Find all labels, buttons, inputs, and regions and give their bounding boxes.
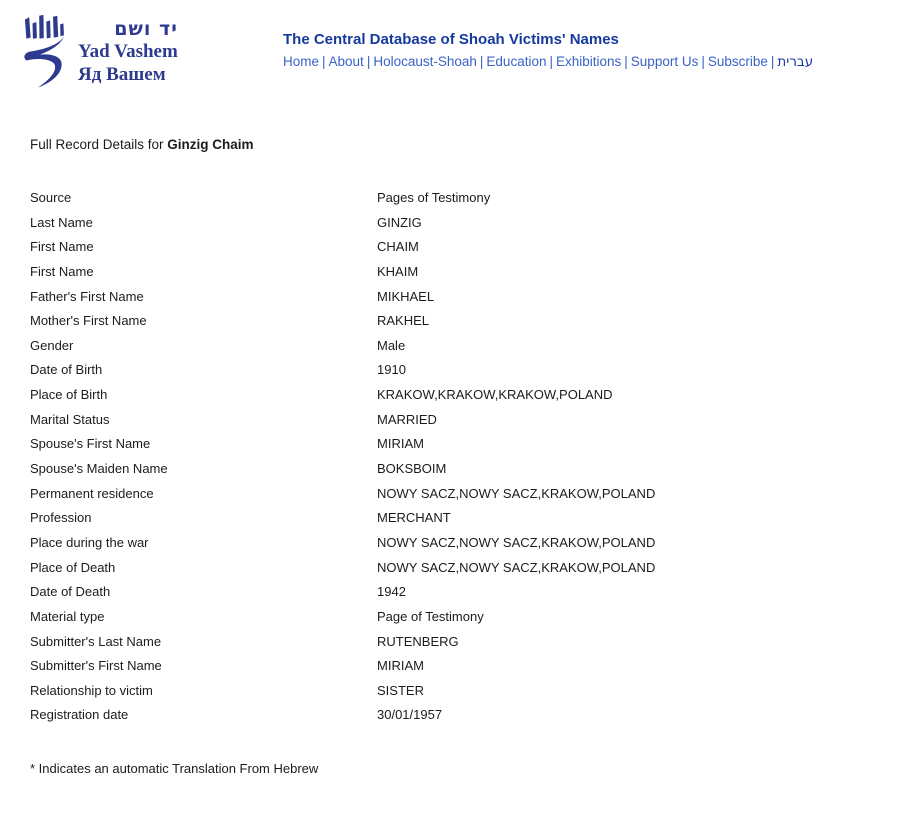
record-row [30, 264, 900, 289]
record-field-value: RAKHEL [377, 313, 430, 329]
logo-russian-text: Яд Вашем [78, 64, 166, 85]
nav-separator: | [624, 54, 628, 69]
logo-english-text: Yad Vashem [78, 41, 178, 62]
nav-separator: | [479, 54, 484, 69]
record-row [30, 461, 900, 486]
nav-link-hebrew[interactable]: עברית [777, 54, 814, 70]
record-field-label: Spouse's Maiden Name [30, 461, 168, 477]
record-field-label: Place of Death [30, 559, 116, 575]
record-field-value: MIRIAM [377, 658, 424, 674]
record-field-value: GINZIG [377, 214, 422, 230]
record-row [30, 362, 900, 387]
record-field-value: NOWY SACZ,NOWY SACZ,KRAKOW,POLAND [377, 559, 656, 575]
nav-link-support-us[interactable]: Support Us [630, 54, 699, 69]
record-field-label: Father's First Name [30, 288, 144, 304]
record-row [30, 584, 900, 609]
record-table [30, 190, 900, 732]
record-field-value: KHAIM [377, 263, 419, 279]
nav-separator: | [770, 54, 775, 69]
record-field-value: MIRIAM [377, 436, 424, 452]
logo-text [78, 18, 178, 86]
record-field-value: 30/01/1957 [377, 707, 443, 723]
record-field-value: MERCHANT [377, 510, 451, 526]
record-field-value: MIKHAEL [377, 288, 435, 304]
record-field-value: SISTER [377, 682, 424, 698]
record-title [30, 137, 900, 152]
record-row [30, 412, 900, 437]
translation-footnote: * Indicates an automatic Translation From Hebrew [30, 761, 319, 777]
nav-link-home[interactable]: Home [283, 54, 320, 69]
record-field-label: Spouse's First Name [30, 436, 151, 452]
record-row [30, 707, 900, 732]
nav-link-education[interactable]: Education [486, 54, 547, 69]
main-nav [283, 52, 813, 72]
record-row [30, 510, 900, 535]
record-field-value: 1910 [377, 362, 406, 378]
record-field-value: NOWY SACZ,NOWY SACZ,KRAKOW,POLAND [377, 534, 656, 550]
record-field-value: BOKSBOIM [377, 461, 447, 477]
record-field-label: Submitter's Last Name [30, 633, 162, 649]
record-field-value: RUTENBERG [377, 633, 459, 649]
record-field-value: 1942 [377, 584, 406, 600]
nav-link-exhibitions[interactable]: Exhibitions [555, 54, 622, 69]
record-field-label: Material type [30, 608, 105, 624]
logo-hebrew-text: יד ושם [114, 18, 178, 40]
record-field-label: Marital Status [30, 411, 110, 427]
record-row [30, 239, 900, 264]
yad-vashem-logo[interactable] [14, 12, 178, 90]
record-row [30, 634, 900, 659]
page-header [0, 0, 900, 110]
record-row [30, 215, 900, 240]
record-field-value: CHAIM [377, 239, 419, 255]
nav-separator: | [366, 54, 371, 69]
record-field-label: First Name [30, 239, 94, 255]
record-field-value: NOWY SACZ,NOWY SACZ,KRAKOW,POLAND [377, 485, 656, 501]
record-field-label: Mother's First Name [30, 313, 147, 329]
record-field-label: Relationship to victim [30, 682, 153, 698]
record-field-label: Date of Death [30, 584, 111, 600]
record-field-label: Date of Birth [30, 362, 103, 378]
nav-separator: | [549, 54, 553, 69]
site-title: The Central Database of Shoah Victims' Names [283, 31, 619, 48]
record-row [30, 338, 900, 363]
record-row [30, 387, 900, 412]
nav-link-subscribe[interactable]: Subscribe [707, 54, 768, 69]
record-field-value: MARRIED [377, 411, 437, 427]
record-row [30, 535, 900, 560]
record-row [30, 609, 900, 634]
record-row [30, 683, 900, 708]
record-field-label: Last Name [30, 214, 93, 230]
record-field-value: Male [377, 337, 406, 353]
record-row [30, 289, 900, 314]
record-row [30, 190, 900, 215]
record-field-label: Place during the war [30, 534, 149, 550]
record-row [30, 313, 900, 338]
record-field-label: Place of Birth [30, 387, 108, 403]
record-field-value: KRAKOW,KRAKOW,KRAKOW,POLAND [377, 387, 613, 403]
record-row [30, 658, 900, 683]
nav-separator: | [322, 54, 326, 69]
record-field-value: Pages of Testimony [377, 190, 491, 205]
record-field-label: Permanent residence [30, 485, 154, 501]
record-row [30, 436, 900, 461]
record-field-label: First Name [30, 263, 94, 279]
nav-link-about[interactable]: About [328, 54, 364, 69]
record-field-value: Page of Testimony [377, 608, 484, 624]
record-field-label: Gender [30, 337, 74, 353]
nav-separator: | [701, 54, 705, 69]
record-details-page [30, 137, 900, 776]
record-field-label: Source [30, 190, 72, 205]
record-row [30, 560, 900, 585]
yad-vashem-menorah-icon [14, 12, 72, 90]
record-name: Ginzig Chaim [167, 137, 254, 152]
record-title-prefix: Full Record Details for [30, 137, 168, 152]
record-field-label: Profession [30, 510, 92, 526]
record-field-label: Submitter's First Name [30, 658, 162, 674]
record-row [30, 486, 900, 511]
nav-link-holocaust-shoah[interactable]: Holocaust-Shoah [373, 54, 477, 69]
record-field-label: Registration date [30, 707, 129, 723]
header-title-block [283, 30, 813, 72]
